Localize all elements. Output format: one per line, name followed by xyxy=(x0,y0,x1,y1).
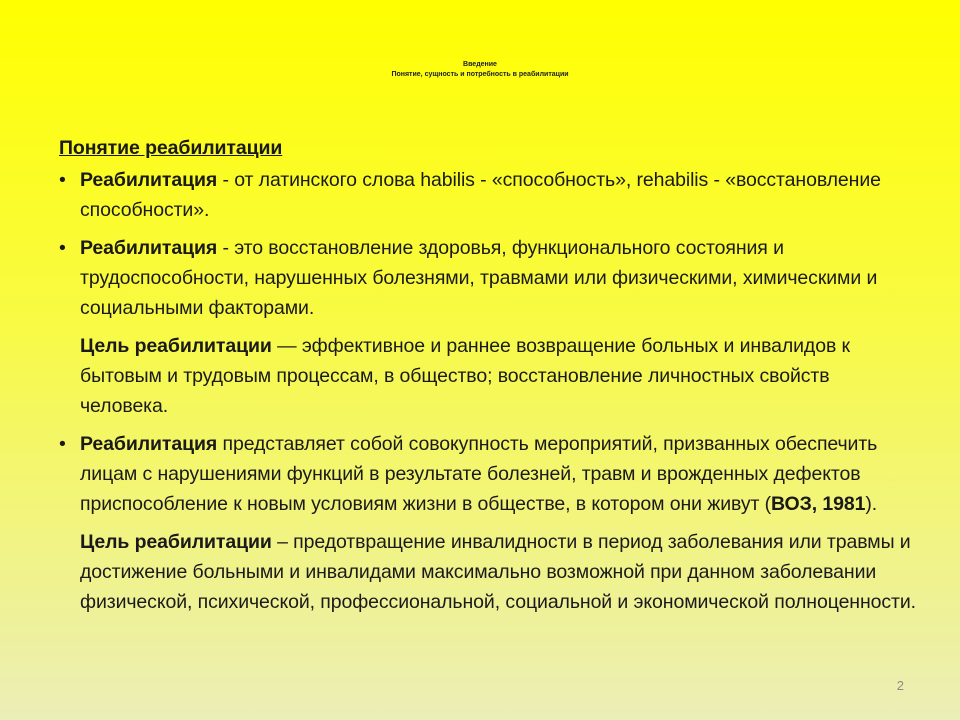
header-line-2: Понятие, сущность и потребность в реабилитации xyxy=(391,71,569,78)
item-term: Цель реабилитации xyxy=(80,531,272,553)
bullet-item-3 xyxy=(59,429,919,519)
bullet-item-1 xyxy=(59,165,919,225)
item-term: Цель реабилитации xyxy=(80,335,272,357)
item-term: Реабилитация xyxy=(80,237,218,259)
item-text: - это восстановление здоровья, функционального состояния и трудоспособности, нарушенных болезнями, травмами или физическими, химическими и социальными факторами. xyxy=(80,237,878,319)
item-text: представляет собой совокупность мероприятий, призванных обеспечить лицам с нарушениями функций в результате болезней, травм и врожденных дефектов приспособление к новым условиям жизни в обществе, в котором они живут ( xyxy=(80,433,878,515)
header-line-1: Введение xyxy=(463,61,497,68)
slide-header xyxy=(0,60,960,80)
goal-paragraph-1 xyxy=(59,331,919,421)
item-reference: ВОЗ, 1981 xyxy=(771,493,866,515)
item-text: - от латинского слова habilis - «способность», rehabilis - «восстановление способности». xyxy=(80,169,881,221)
section-title: Понятие реабилитации xyxy=(59,137,283,159)
item-term: Реабилитация xyxy=(80,169,218,191)
bullet-item-2 xyxy=(59,233,919,323)
item-text: — эффективное и раннее возвращение больных и инвалидов к бытовым и трудовым процессам, в общество; восстановление личностных свойств человека. xyxy=(80,335,850,417)
slide-content xyxy=(59,133,919,625)
item-text: – предотвращение инвалидности в период заболевания или травмы и достижение больными и инвалидами максимально возможной при данном заболевании физической, психической, профессиональной, социальной и экономической полноценности. xyxy=(80,531,916,613)
item-term: Реабилитация xyxy=(80,433,218,455)
item-tail: ). xyxy=(865,493,878,515)
goal-paragraph-2 xyxy=(59,527,919,617)
page-number: 2 xyxy=(896,678,904,693)
